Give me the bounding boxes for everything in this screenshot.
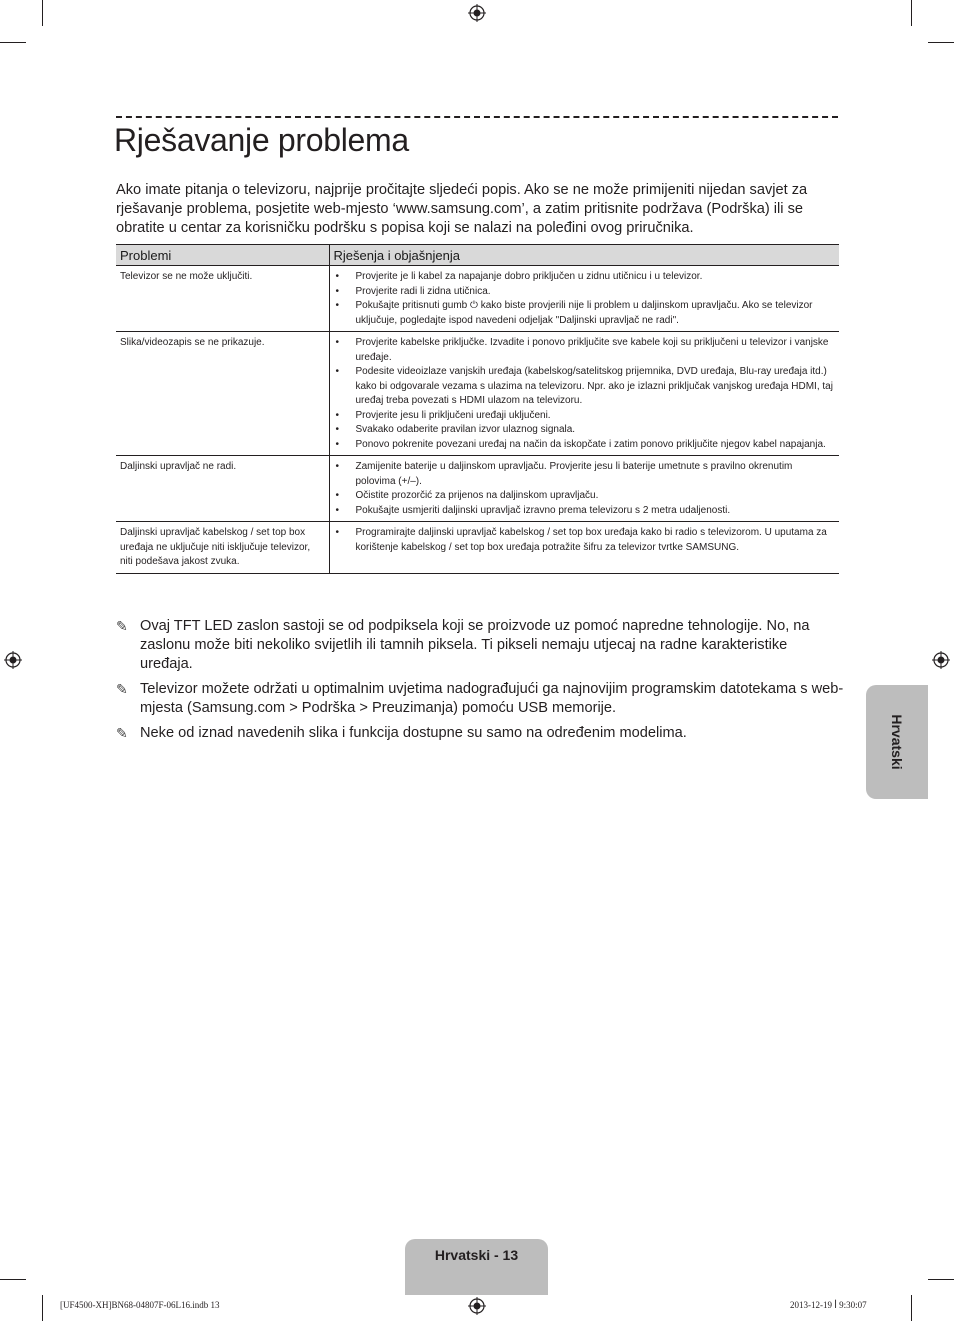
language-side-tab [866,685,928,799]
pencil-note-icon: ✎ [116,725,128,741]
registration-mark-icon [932,651,950,669]
solutions-list [334,460,836,518]
solutions-cell [329,332,839,456]
crop-mark [911,1295,912,1321]
list-item: • Provjerite jesu li priključeni uređaji uključeni. [354,409,836,424]
title-divider [116,116,838,118]
solutions-cell [329,456,839,522]
note-item [116,617,844,674]
page-title: Rješavanje problema [114,122,409,158]
registration-mark-icon [468,1297,486,1315]
crop-mark [911,0,912,26]
print-timestamp: 2013-12-19 ꟾ 9:30:07 [790,1300,867,1310]
intro-paragraph: Ako imate pitanja o televizoru, najprije pročitajte sljedeći popis. Ako se ne može primijeniti nijedan savjet za rješavanje problema, posjetite web-mjesto ‘www.samsung.com’, a zatim pritisnite podržava (Podrška) ili se obratite u centar za korisničku podršku s popisa koji se nalazi na poleđini ovog priručnika. [116,182,808,236]
note-text: Televizor možete održati u optimalnim uvjetima nadograđujući ga najnovijim programskim datotekama s web-mjesta (Samsung.com > Podrška > Preuzimanja) pomoću USB memorije. [140,681,844,716]
note-text: Neke od iznad navedenih slika i funkcija dostupne su samo na određenim modelima. [140,725,687,741]
troubleshooting-table [116,244,839,574]
problem-cell: Slika/videozapis se ne prikazuje. [116,332,329,456]
table-row [116,522,839,574]
registration-mark-icon [468,4,486,22]
crop-mark [0,42,26,43]
column-header-solutions: Rješenja i objašnjenja [329,245,839,266]
table-row [116,456,839,522]
problem-cell: Daljinski upravljač kabelskog / set top box uređaja ne uključuje niti isključuje televizor, niti podešava jakost zvuka. [116,522,329,574]
pencil-note-icon: ✎ [116,681,128,697]
crop-mark [42,1295,43,1321]
table-row [116,266,839,332]
table-header-row [116,245,839,266]
note-text: Ovaj TFT LED zaslon sastoji se od podpiksela koji se proizvode uz pomoć napredne tehnologije. No, na zaslonu može biti nekoliko svijetlih ili tamnih piksela. Ti pikseli nemaju utjecaj na radne karakteristike uređaja. [140,618,810,672]
note-item [116,724,844,743]
registration-mark-icon [4,651,22,669]
pencil-note-icon: ✎ [116,618,128,634]
column-header-problems: Problemi [116,245,329,266]
solutions-list [334,526,836,555]
list-item: • Provjerite radi li zidna utičnica. [354,285,836,300]
table-row [116,332,839,456]
crop-mark [928,42,954,43]
language-label: Hrvatski [889,714,905,770]
list-item: • Programirajte daljinski upravljač kabelskog / set top box uređaja kako bi radio s televizorom. U uputama za korištenje kabelskog / set top box uređaja potražite šifru za televizor tvrtke SAMSUNG. [354,526,836,555]
crop-mark [928,1279,954,1280]
note-item [116,680,844,718]
list-item: • Zamijenite baterije u daljinskom upravljaču. Provjerite jesu li baterije umetnute s pravilno okrenutim polovima (+/–). [354,460,836,489]
page-number-tab [405,1239,548,1295]
crop-mark [0,1279,26,1280]
list-item: • Pokušajte pritisnuti gumb ⏻ kako biste provjerili nije li problem u daljinskom upravljaču. Ako se televizor uključuje, pogledajte ispod navedeni odjeljak "Daljinski upravljač ne radi". [354,299,836,328]
list-item: • Provjerite je li kabel za napajanje dobro priključen u zidnu utičnicu i u televizor. [354,270,836,285]
problem-cell: Televizor se ne može uključiti. [116,266,329,332]
list-item: • Podesite videoizlaze vanjskih uređaja (kabelskog/satelitskog prijemnika, DVD uređaja, Blu-ray uređaja itd.) kako bi odgovarale vezama s ulazima na televizoru. Npr. ako je izlazni priključak vanjskog uređaja HDMI, taj uređaj treba povezati s HDMI ulazom na televizoru. [354,365,836,409]
list-item: • Provjerite kabelske priključke. Izvadite i ponovo priključite sve kabele koji su priključeni u televizor i vanjske uređaje. [354,336,836,365]
page-number: Hrvatski - 13 [434,1247,519,1263]
solutions-cell [329,266,839,332]
list-item: • Pokušajte usmjeriti daljinski upravljač izravno prema televizoru s 2 metra udaljenosti. [354,504,836,519]
solutions-cell [329,522,839,574]
list-item: • Očistite prozorčić za prijenos na daljinskom upravljaču. [354,489,836,504]
crop-mark [42,0,43,26]
list-item: • Svakako odaberite pravilan izvor ulaznog signala. [354,423,836,438]
solutions-list [334,336,836,452]
notes-section [116,617,844,749]
problem-cell: Daljinski upravljač ne radi. [116,456,329,522]
solutions-list [334,270,836,328]
print-file-info: [UF4500-XH]BN68-04807F-06L16.indb 13 [60,1300,220,1310]
list-item: • Ponovo pokrenite povezani uređaj na način da iskopčate i zatim ponovo priključite njegov kabel napajanja. [354,438,836,453]
